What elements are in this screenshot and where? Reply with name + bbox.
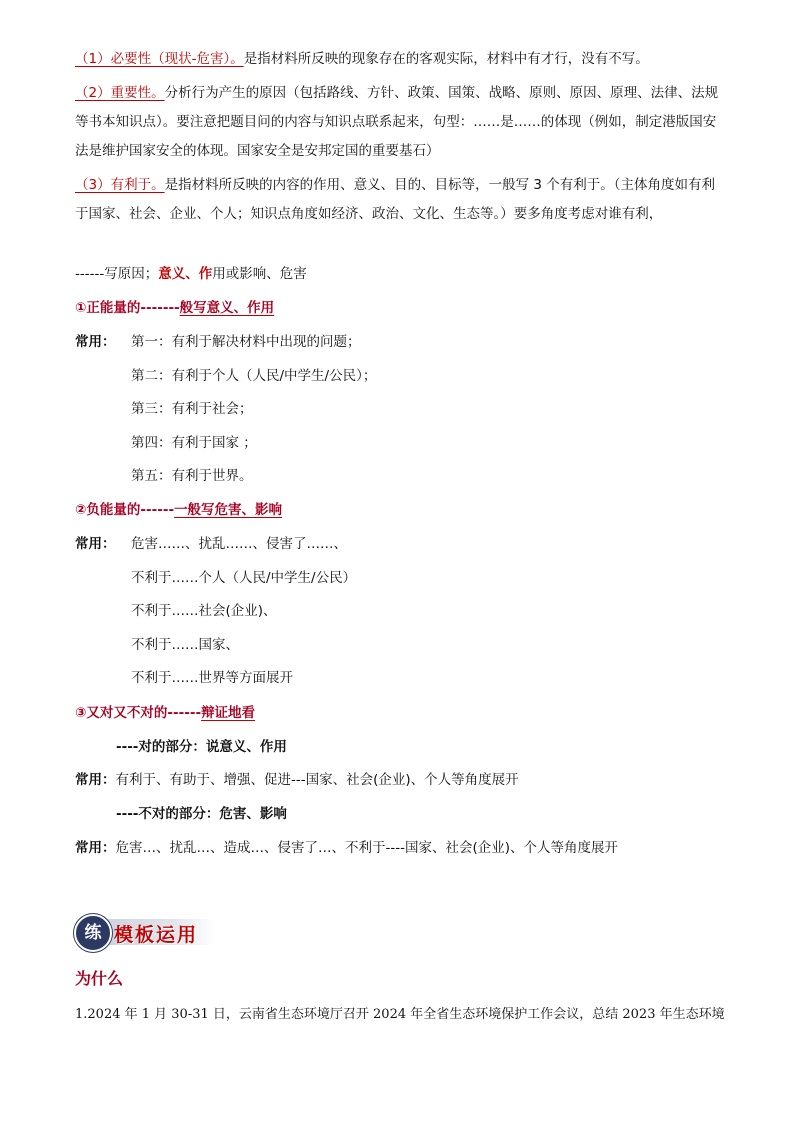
- importance-label: （2）重要性。: [75, 85, 165, 101]
- necessity-text: 是指材料所反映的现象存在的客观实际，材料中有才行，没有不写。: [243, 51, 649, 67]
- importance-text: 分析行为产生的原因（包括路线、方针、政策、国策、战略、原则、原因、原理、法律、法规等书本知识点）。要注意把题目问的内容与知识点联系起来，句型：……是……的体现（例如，制定港版国安法是维护国家安全的体现。国家安全是安邦定国的重要基石）: [75, 85, 719, 159]
- dialectic-right-common-label: 常用：: [75, 772, 116, 788]
- summary-bold: 意义、作: [158, 266, 213, 282]
- question-1: 1.2024 年 1 月 30-31 日，云南省生态环境厅召开 2024 年全省生态环境保护工作会议，总结 2023 年生态环境: [75, 1007, 725, 1022]
- negative-common-label: 常用：: [75, 536, 116, 552]
- positive-common-label: 常用：: [75, 334, 116, 350]
- summary-prefix: ------写原因；: [75, 266, 159, 282]
- dialectic-wrong-common: [75, 838, 719, 858]
- positive-item: 第五：有利于世界。: [131, 468, 253, 484]
- negative-heading-text: ②负能量的------: [75, 502, 175, 518]
- dialectic-heading: [75, 703, 719, 723]
- banner-badge: 练: [74, 914, 112, 952]
- negative-item: 不利于……个人（人民/中学生/公民）: [131, 570, 357, 586]
- negative-heading: [75, 500, 719, 520]
- dialectic-wrong-common-text: 危害…、扰乱…、造成…、侵害了…、不利于----国家、社会(企业)、个人等角度展开: [115, 840, 619, 856]
- dialectic-heading-text: ③又对又不对的------: [75, 705, 202, 721]
- positive-item: 第三：有利于社会；: [131, 401, 253, 417]
- why-heading: 为什么: [75, 969, 124, 988]
- negative-item: 不利于……社会(企业)、: [131, 603, 277, 619]
- dialectic-heading-tail: 辩证地看: [201, 705, 256, 721]
- benefit-label: （3）有利于。: [75, 177, 165, 193]
- section-necessity: [75, 49, 719, 69]
- necessity-label: （1）必要性（现状-危害）。: [75, 51, 244, 67]
- benefit-text: 是指材料所反映的内容的作用、意义、目的、目标等，一般写 3 个有利于。（主体角度如有利于国家、社会、企业、个人；知识点角度如经济、政治、文化、生态等。）要多角度考虑对谁有利，: [75, 177, 716, 222]
- positive-heading-text: ①正能量的-------: [75, 300, 180, 316]
- positive-item: 第一：有利于解决材料中出现的问题；: [131, 334, 361, 350]
- negative-item: 不利于……国家、: [131, 637, 239, 653]
- positive-item: 第二：有利于个人（人民/中学生/公民）；: [131, 368, 377, 384]
- negative-heading-tail: 一般写危害、影响: [174, 502, 283, 518]
- template-usage-banner: [74, 912, 214, 950]
- section-importance: [75, 79, 719, 166]
- summary-line: [75, 264, 719, 284]
- negative-item: 危害……、扰乱……、侵害了……、: [131, 536, 347, 552]
- dialectic-wrong-common-label: 常用：: [75, 840, 116, 856]
- positive-heading-tail: 般写意义、作用: [179, 300, 275, 316]
- negative-item: 不利于……世界等方面展开: [131, 670, 293, 686]
- dialectic-wrong-part: ----不对的部分：危害、影响: [116, 806, 287, 822]
- positive-heading: [75, 298, 719, 318]
- banner-title: 模板运用: [114, 924, 199, 946]
- dialectic-right-common: [75, 770, 719, 790]
- summary-suffix: 用或影响、危害: [212, 266, 307, 282]
- dialectic-right-part: ----对的部分：说意义、作用: [116, 739, 287, 755]
- section-benefit: [75, 171, 719, 229]
- positive-item: 第四：有利于国家 ；: [131, 435, 257, 451]
- dialectic-right-common-text: 有利于、有助于、增强、促进---国家、社会(企业)、个人等角度展开: [115, 772, 519, 788]
